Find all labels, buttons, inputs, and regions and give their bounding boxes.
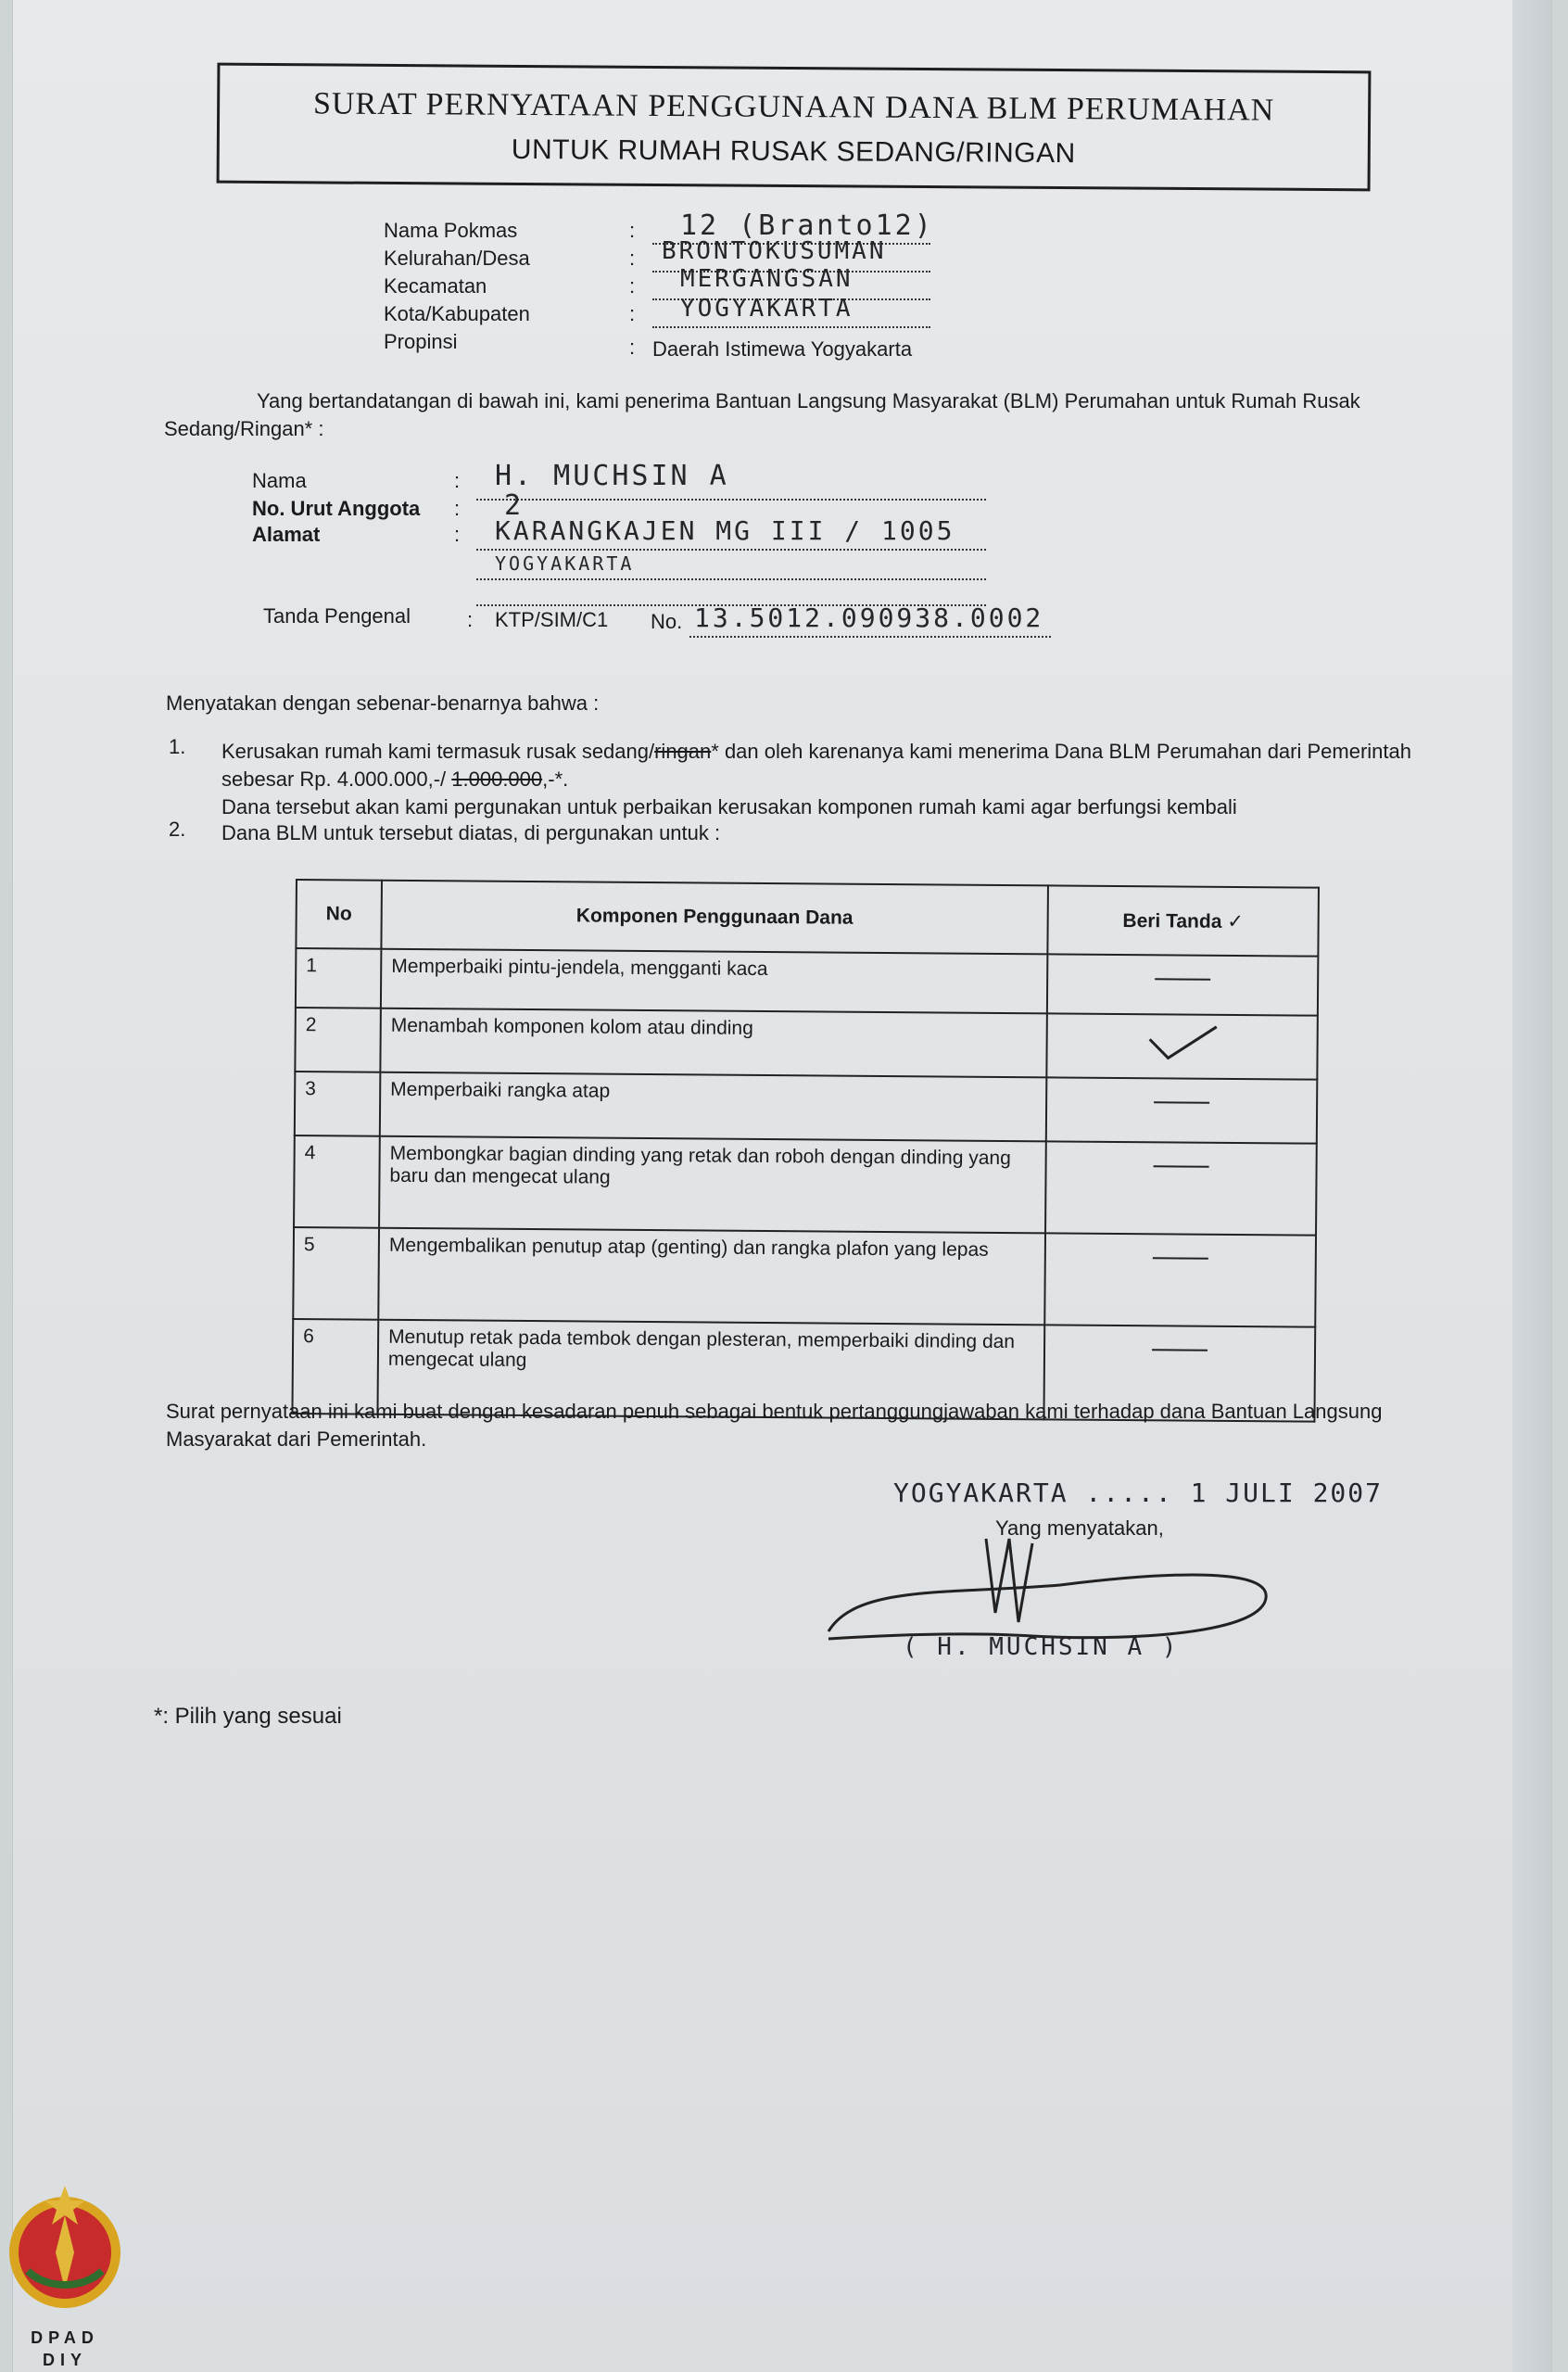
footnote: *: Pilih yang sesuai [154, 1704, 342, 1729]
title-box [217, 63, 1372, 192]
row-number: 4 [294, 1135, 380, 1228]
colon: : [467, 608, 474, 631]
kota-value: YOGYAKARTA [680, 295, 854, 323]
table-header-row [296, 880, 1319, 957]
item1-text: * dan oleh karenanya kami menerima Dana BLM Perumahan dari Pemerintah sebesar Rp. 4.000.000,-/ [221, 740, 1411, 791]
no-urut-value: 2 [504, 489, 525, 522]
kelurahan-label: Kelurahan/Desa [384, 247, 530, 270]
statement-item-2: Dana BLM untuk tersebut diatas, di pergunakan untuk : [221, 821, 721, 844]
logo-text-line2: DIY [42, 2351, 87, 2369]
document-title: SURAT PERNYATAAN PENGGUNAAN DANA BLM PERUMAHAN [312, 86, 1275, 128]
document-subtitle: UNTUK RUMAH RUSAK SEDANG/RINGAN [511, 133, 1076, 170]
row-component: Memperbaiki pintu-jendela, mengganti kaca [381, 949, 1047, 1014]
closing-paragraph: Surat pernyataan ini kami buat dengan kesadaran penuh sebagai bentuk pertanggungjawaban kami terhadap dana Bantuan Langsung Masyarakat dari Pemerintah. [166, 1400, 1383, 1451]
pokmas-value: 12 (Branto12) [680, 209, 934, 242]
item-number: 2. [169, 818, 186, 841]
row-component: Menambah komponen kolom atau dinding [380, 1008, 1047, 1078]
dotted-line [689, 636, 1051, 638]
dotted-line [476, 578, 986, 580]
row-number: 2 [295, 1008, 381, 1072]
no-urut-label: No. Urut Anggota [252, 497, 421, 520]
row-component: Menutup retak pada tembok dengan plesteran, memperbaiki dinding dan mengecat ulang [377, 1320, 1044, 1420]
table-row [296, 948, 1318, 1016]
alamat-value: KARANGKAJEN MG III / 1005 [495, 515, 955, 546]
tanda-no-label: No. [651, 610, 683, 633]
signature-caption: Yang menyatakan, [995, 1516, 1164, 1540]
page-edge [1512, 0, 1551, 2372]
signer-name: ( H. MUCHSIN A ) [903, 1633, 1180, 1661]
colon: : [454, 523, 461, 546]
item1-text: ,-*. [542, 767, 569, 791]
row-component: Memperbaiki rangka atap [380, 1072, 1047, 1142]
row-component: Mengembalikan penutup atap (genting) dan rangka plafon yang lepas [378, 1228, 1045, 1326]
dotted-line [476, 549, 986, 551]
colon: : [629, 219, 636, 242]
logo-text-line1: DPAD [31, 2328, 99, 2347]
alamat-value-2: YOGYAKARTA [495, 552, 635, 575]
component-table [291, 879, 1320, 1423]
dotted-line [476, 499, 986, 501]
pokmas-label: Nama Pokmas [384, 219, 518, 242]
nama-value: H. MUCHSIN A [495, 460, 729, 492]
statement-lead: Menyatakan dengan sebenar-benarnya bahwa : [166, 691, 600, 715]
intro-paragraph: Yang bertandatangan di bawah ini, kami penerima Bantuan Langsung Masyarakat (BLM) Perumahan untuk Rumah Rusak Sedang/Ringan* : [164, 389, 1360, 440]
struck-text: 1.000.000 [451, 767, 543, 791]
item1-text-cont: Dana tersebut akan kami pergunakan untuk perbaikan kerusakan komponen rumah kami agar berfungsi kembali [221, 795, 1237, 818]
dash-mark-icon [1047, 954, 1318, 1015]
dotted-line [652, 326, 930, 328]
row-number: 3 [295, 1072, 381, 1136]
place-date: YOGYAKARTA ..... 1 JULI 2007 [893, 1478, 1384, 1508]
dash-mark-icon [1046, 1077, 1318, 1143]
statement-item-1 [221, 738, 1426, 821]
tanda-pengenal-type: KTP/SIM/C1 [495, 608, 609, 631]
nama-label: Nama [252, 469, 307, 492]
colon: : [629, 247, 636, 270]
tanda-no-value: 13.5012.090938.0002 [694, 603, 1044, 633]
colon: : [454, 469, 461, 492]
kecamatan-value: MERGANGSAN [680, 265, 854, 293]
document-page [13, 0, 1551, 2372]
table-row [294, 1135, 1317, 1236]
dpad-diy-logo [0, 2169, 130, 2372]
header-no: No [296, 880, 382, 949]
header-component: Komponen Penggunaan Dana [381, 881, 1048, 955]
table-row [295, 1072, 1318, 1144]
row-component: Membongkar bagian dinding yang retak dan roboh dengan dinding yang baru dan mengecat ulang [379, 1136, 1046, 1234]
row-number: 6 [292, 1319, 378, 1414]
table-row [293, 1227, 1316, 1327]
alamat-label: Alamat [252, 523, 321, 546]
tanda-pengenal-label: Tanda Pengenal [263, 604, 411, 628]
kecamatan-label: Kecamatan [384, 274, 487, 298]
item1-text: Kerusakan rumah kami termasuk rusak sedang/ [221, 740, 655, 763]
check-mark-icon [1046, 1013, 1318, 1079]
propinsi-value: Daerah Istimewa Yogyakarta [652, 337, 913, 361]
colon: : [454, 497, 461, 520]
kelurahan-value: BRONTOKUSUMAN [662, 237, 887, 265]
colon: : [629, 336, 636, 359]
propinsi-label: Propinsi [384, 330, 458, 353]
row-number: 1 [296, 948, 381, 1008]
item-number: 1. [169, 735, 186, 758]
row-number: 5 [293, 1227, 379, 1320]
colon: : [629, 302, 636, 325]
table-row [295, 1008, 1318, 1080]
kota-label: Kota/Kabupaten [384, 302, 530, 325]
dash-mark-icon [1045, 1141, 1317, 1235]
header-mark: Beri Tanda ✓ [1047, 885, 1319, 956]
dash-mark-icon [1044, 1233, 1316, 1326]
garuda-emblem-icon [0, 2169, 130, 2317]
colon: : [629, 274, 636, 298]
struck-text: ringan [654, 740, 712, 763]
